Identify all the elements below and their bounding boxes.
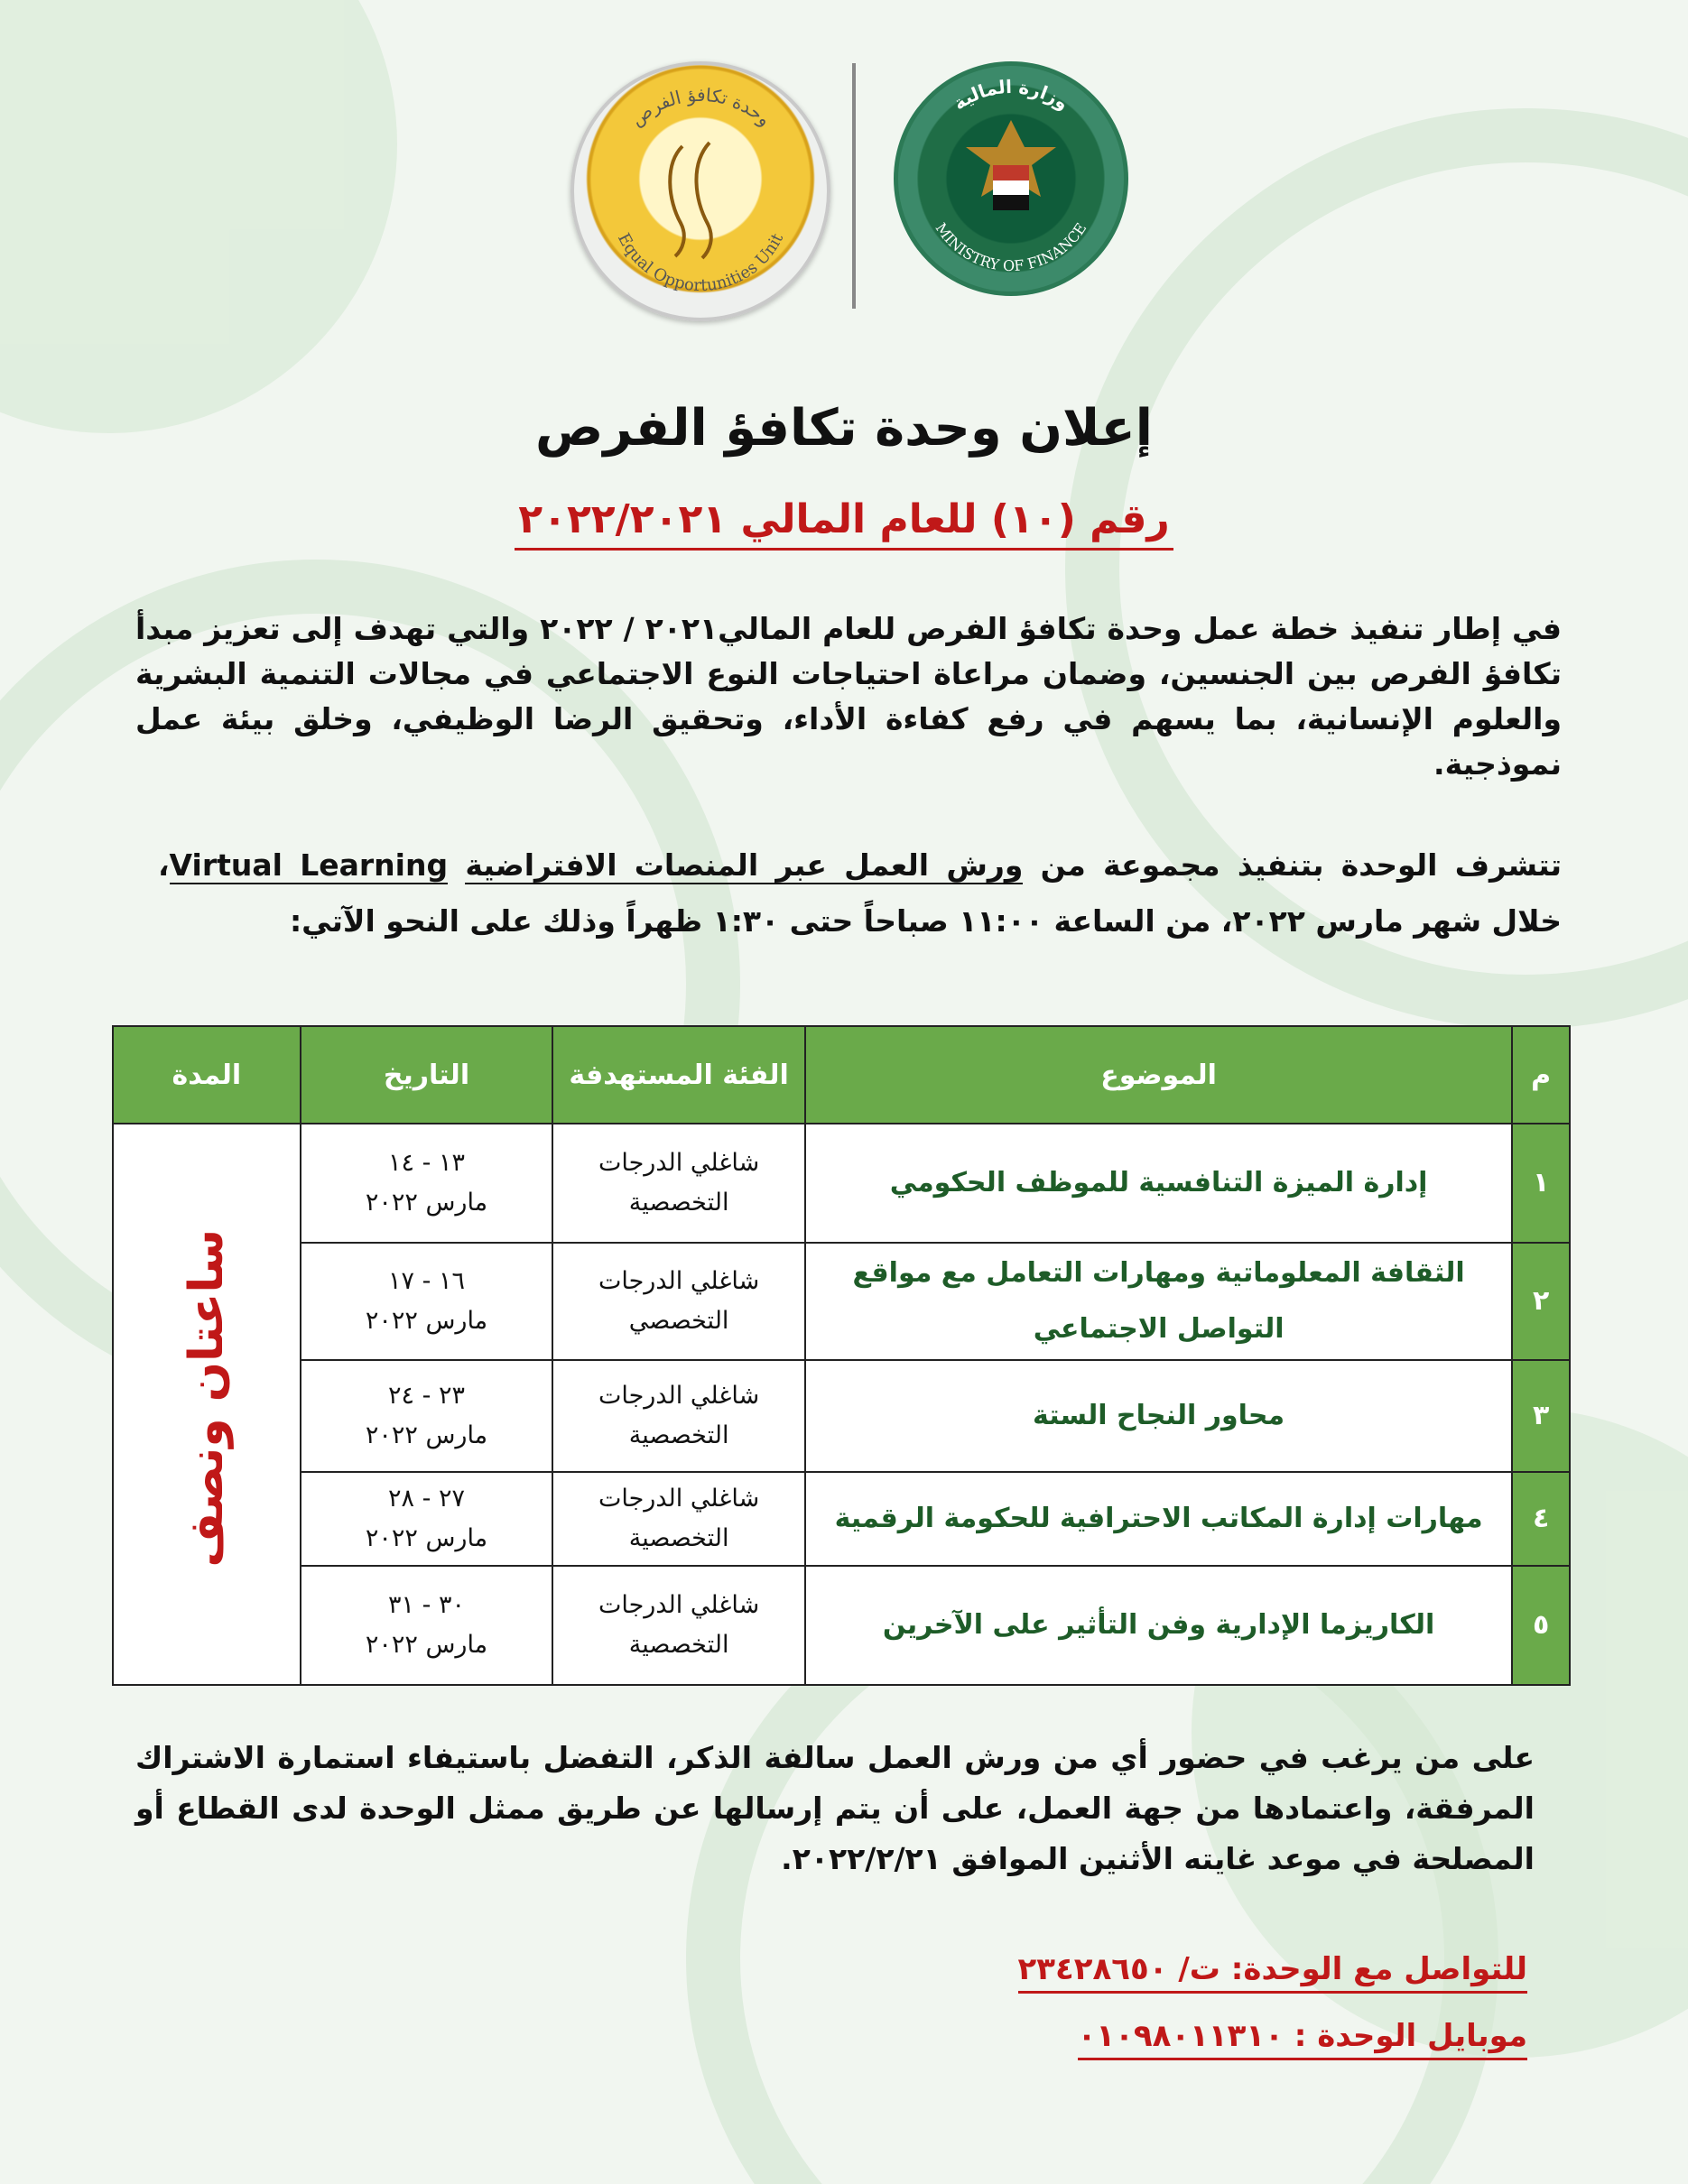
- svg-text:وحدة تكافؤ الفرص: وحدة تكافؤ الفرص: [626, 84, 775, 131]
- announcement-number: رقم (١٠) للعام المالي ٢٠٢٢/٢٠٢١: [0, 496, 1688, 542]
- col-header-date: التاريخ: [301, 1026, 553, 1124]
- workshops-highlight: ورش العمل عبر المنصات الافتراضية: [465, 847, 1024, 883]
- row-number: ٤: [1512, 1472, 1570, 1566]
- table-row: [113, 1360, 1570, 1472]
- row-date: ٣٠ - ٣١ مارس ٢٠٢٢: [301, 1566, 553, 1685]
- row-group: شاغلي الدرجات التخصصية: [552, 1124, 805, 1243]
- row-topic: الثقافة المعلوماتية ومهارات التعامل مع مواقع التواصل الاجتماعي: [805, 1243, 1512, 1360]
- duration-cell: ساعتان ونصف: [113, 1124, 301, 1685]
- row-group: شاغلي الدرجات التخصصية: [552, 1566, 805, 1685]
- row-number: ١: [1512, 1124, 1570, 1243]
- row-topic: محاور النجاح الستة: [805, 1360, 1512, 1472]
- ministry-of-finance-logo: [894, 61, 1128, 296]
- col-header-num: م: [1512, 1026, 1570, 1124]
- table-row: [113, 1566, 1570, 1685]
- header-divider: [852, 63, 856, 309]
- row-topic: إدارة الميزة التنافسية للموظف الحكومي: [805, 1124, 1512, 1243]
- intro-paragraph: في إطار تنفيذ خطة عمل وحدة تكافؤ الفرص للعام المالي٢٠٢١ / ٢٠٢٢ والتي تهدف إلى تعزيز مبدأ تكافؤ الفرص بين الجنسين، وضمان مراعاة احتياجات النوع الاجتماعي في مجالات التنمية البشرية والعلوم الإنسانية، بما يسهم في رفع كفاءة الأداء، وتحقيق الرضا الوظيفي، وخلق بيئة عمل نموذجية.: [135, 611, 1562, 782]
- svg-text:Equal Opportunities Unit: Equal Opportunities Unit: [613, 230, 788, 296]
- row-group: شاغلي الدرجات التخصصية: [552, 1360, 805, 1472]
- col-header-duration: المدة: [113, 1026, 301, 1124]
- svg-text:MINISTRY OF FINANCE: MINISTRY OF FINANCE: [932, 219, 1090, 275]
- col-header-group: الفئة المستهدفة: [552, 1026, 805, 1124]
- row-number: ٣: [1512, 1360, 1570, 1472]
- table-row: [113, 1124, 1570, 1243]
- contact-phone: للتواصل مع الوحدة: ت/ ٢٣٤٢٨٦٥٠: [1018, 1951, 1527, 1987]
- row-date: ٢٧ - ٢٨ مارس ٢٠٢٢: [301, 1472, 553, 1566]
- row-topic: الكاريزما الإدارية وفن التأثير على الآخرين: [805, 1566, 1512, 1685]
- col-header-topic: الموضوع: [805, 1026, 1512, 1124]
- table-row: [113, 1243, 1570, 1360]
- announce-paragraph: تتشرف الوحدة بتنفيذ مجموعة من ورش العمل عبر المنصات الافتراضية Virtual Learning، خلال شهر مارس ٢٠٢٢، من الساعة ١١:٠٠ صباحاً حتى ١:٣٠ ظهراً وذلك على النحو الآتي:: [158, 847, 1562, 939]
- workshops-table: [112, 1025, 1571, 1686]
- svg-text:وزارة المالية: وزارة المالية: [949, 75, 1073, 115]
- row-topic: مهارات إدارة المكاتب الاحترافية للحكومة الرقمية: [805, 1472, 1512, 1566]
- table-row: [113, 1472, 1570, 1566]
- row-date: ٢٣ - ٢٤ مارس ٢٠٢٢: [301, 1360, 553, 1472]
- row-group: شاغلي الدرجات التخصصية: [552, 1472, 805, 1566]
- closing-paragraph: على من يرغب في حضور أي من ورش العمل سالفة الذكر، التفضل باستيفاء استمارة الاشتراك المرفقة، واعتمادها من جهة العمل، على أن يتم إرسالها عن طريق ممثل الوحدة لدى القطاع أو المصلحة في موعد غايته الأثنين الموافق ٢٠٢٢/٢/٢١.: [135, 1740, 1535, 1876]
- contact-mobile: موبايل الوحدة : ٠١٠٩٨٠١١٣١٠: [1078, 2018, 1527, 2054]
- row-date: ١٦ - ١٧ مارس ٢٠٢٢: [301, 1243, 553, 1360]
- row-number: ٢: [1512, 1243, 1570, 1360]
- row-group: شاغلي الدرجات التخصصي: [552, 1243, 805, 1360]
- row-date: ١٣ - ١٤ مارس ٢٠٢٢: [301, 1124, 553, 1243]
- row-number: ٥: [1512, 1566, 1570, 1685]
- equal-opportunities-unit-logo: [570, 61, 830, 321]
- table-header-row: [113, 1026, 1570, 1124]
- page-title: إعلان وحدة تكافؤ الفرص: [535, 399, 1153, 458]
- virtual-learning-label: Virtual Learning: [169, 847, 449, 883]
